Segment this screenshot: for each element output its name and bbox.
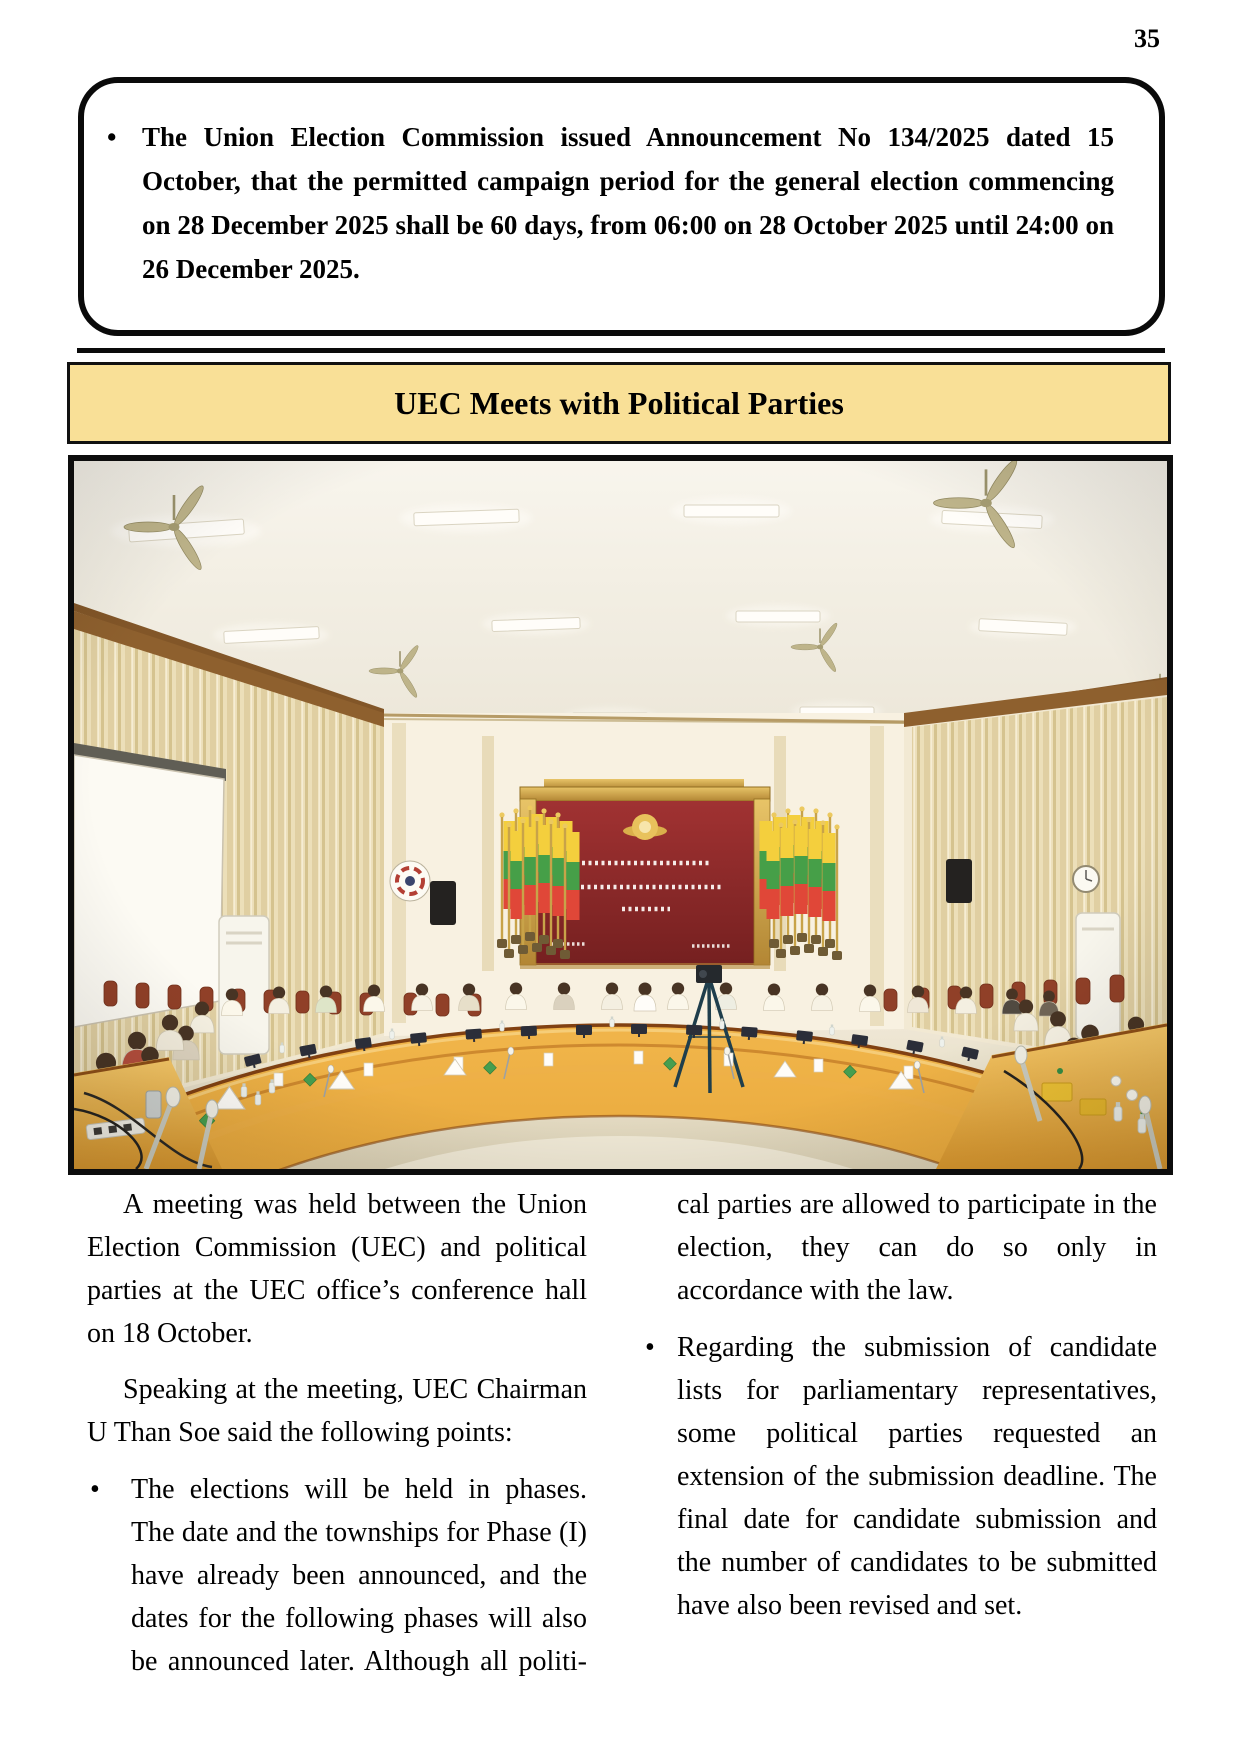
article-left-column xyxy=(87,1183,587,1683)
list-item xyxy=(87,1468,587,1683)
bullet-marker: • xyxy=(107,122,117,152)
list-item-text: The elections will be held in phases. The date and the townships for Phase (I) have already been announced, and the dates for the following phases will also be announced later. Although all politi- xyxy=(131,1474,587,1677)
list-item-continuation: cal parties are allowed to participate in the election, they can do so only in accordance with the law. xyxy=(677,1189,1157,1306)
section-title-banner xyxy=(67,362,1171,444)
bullet-marker: • xyxy=(90,1474,100,1505)
list-item xyxy=(645,1326,1157,1627)
announcement-box xyxy=(78,77,1165,336)
horizontal-divider xyxy=(77,348,1165,353)
conference-photo xyxy=(68,455,1173,1175)
announcement-text: The Union Election Commission issued Announcement No 134/2025 dated 15 October, that the permitted campaign period for the general election commencing on 28 December 2025 shall be 60 days, from 06:00 on 28 October 2025 until 24:00 on 26 December 2025. xyxy=(142,122,1114,284)
bullet-marker: • xyxy=(645,1332,655,1363)
page-number: 35 xyxy=(1134,24,1160,53)
list-item-text: Regarding the submission of candidate lists for parliamentary representatives, some political parties requested an extension of the submission deadline. The final date for candidate submission and the number of candidates to be submitted have also been revised and set. xyxy=(677,1332,1157,1621)
paragraph: A meeting was held between the Union Election Commission (UEC) and political parties at the UEC office’s conference hall on 18 October. xyxy=(87,1189,587,1349)
paragraph: Speaking at the meeting, UEC Chairman U Than Soe said the following points: xyxy=(87,1374,587,1448)
article-right-column xyxy=(645,1183,1157,1627)
section-title: UEC Meets with Political Parties xyxy=(394,384,844,421)
